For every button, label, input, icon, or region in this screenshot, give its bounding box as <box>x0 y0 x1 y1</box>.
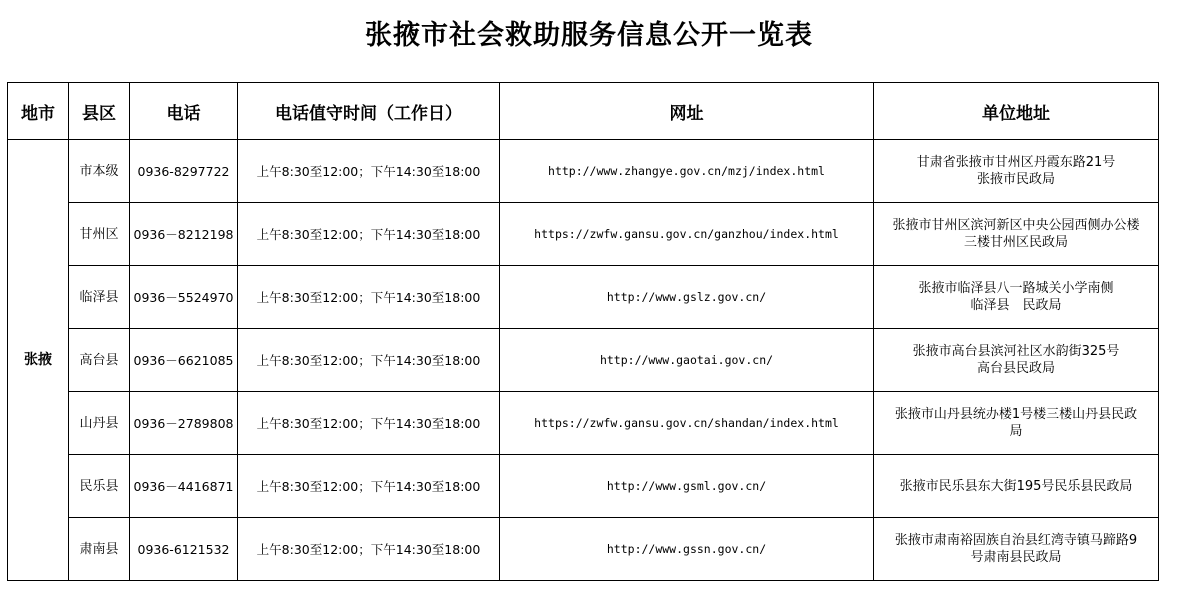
address-line: 张掖市民乐县东大街195号民乐县民政局 <box>899 478 1133 494</box>
hours-cell: 上午8:30至12:00；下午14:30至18:00 <box>238 392 500 455</box>
address-cell <box>874 266 1159 329</box>
page-title: 张掖市社会救助服务信息公开一览表 <box>365 20 813 51</box>
county-cell: 民乐县 <box>69 455 130 518</box>
phone-cell: 0936－4416871 <box>130 455 238 518</box>
county-cell: 肃南县 <box>69 518 130 581</box>
address-line: 张掖市甘州区滨河新区中央公园西侧办公楼 <box>892 218 1140 233</box>
hours-cell: 上午8:30至12:00；下午14:30至18:00 <box>238 203 500 266</box>
header-hours: 电话值守时间（工作日） <box>238 83 500 140</box>
hours-cell: 上午8:30至12:00；下午14:30至18:00 <box>238 266 500 329</box>
header-url: 网址 <box>500 83 874 140</box>
address-line: 局 <box>1009 424 1023 439</box>
table-row <box>8 455 1159 518</box>
table-row <box>8 329 1159 392</box>
url-link[interactable]: http://www.gslz.gov.cn/ <box>500 266 874 329</box>
address-line: 张掖市肃南裕固族自治县红湾寺镇马蹄路9 <box>894 533 1138 548</box>
address-line: 临泽县 民政局 <box>970 298 1062 313</box>
header-address: 单位地址 <box>874 83 1159 140</box>
table-row <box>8 203 1159 266</box>
address-line: 高台县民政局 <box>976 361 1055 376</box>
county-cell: 市本级 <box>69 140 130 203</box>
address-line: 甘肃省张掖市甘州区丹霞东路21号 <box>916 155 1116 170</box>
address-cell <box>874 392 1159 455</box>
county-cell: 临泽县 <box>69 266 130 329</box>
address-line: 号肃南县民政局 <box>970 550 1062 565</box>
url-link[interactable]: https://zwfw.gansu.gov.cn/ganzhou/index.html <box>500 203 874 266</box>
address-line: 张掖市民政局 <box>976 172 1055 187</box>
address-cell <box>874 203 1159 266</box>
hours-cell: 上午8:30至12:00；下午14:30至18:00 <box>238 455 500 518</box>
header-phone: 电话 <box>130 83 238 140</box>
table-row <box>8 140 1159 203</box>
address-cell <box>874 455 1159 518</box>
phone-cell: 0936－2789808 <box>130 392 238 455</box>
header-row <box>8 83 1159 140</box>
phone-cell: 0936-8297722 <box>130 140 238 203</box>
address-line: 张掖市高台县滨河社区水韵街325号 <box>912 344 1120 359</box>
url-link[interactable]: http://www.gssn.gov.cn/ <box>500 518 874 581</box>
table-row <box>8 392 1159 455</box>
url-link[interactable]: http://www.gsml.gov.cn/ <box>500 455 874 518</box>
url-link[interactable]: http://www.gaotai.gov.cn/ <box>500 329 874 392</box>
address-line: 三楼甘州区民政局 <box>963 235 1068 250</box>
address-line: 张掖市山丹县统办楼1号楼三楼山丹县民政 <box>894 407 1138 422</box>
url-link[interactable]: https://zwfw.gansu.gov.cn/shandan/index.html <box>500 392 874 455</box>
header-city: 地市 <box>8 83 69 140</box>
city-cell: 张掖 <box>8 140 69 581</box>
phone-cell: 0936-6121532 <box>130 518 238 581</box>
header-county: 县区 <box>69 83 130 140</box>
table-row <box>8 518 1159 581</box>
county-cell: 高台县 <box>69 329 130 392</box>
address-line: 张掖市临泽县八一路城关小学南侧 <box>918 281 1114 296</box>
phone-cell: 0936－8212198 <box>130 203 238 266</box>
hours-cell: 上午8:30至12:00；下午14:30至18:00 <box>238 518 500 581</box>
address-cell <box>874 140 1159 203</box>
info-table <box>7 82 1159 581</box>
url-link[interactable]: http://www.zhangye.gov.cn/mzj/index.html <box>500 140 874 203</box>
table-row <box>8 266 1159 329</box>
hours-cell: 上午8:30至12:00；下午14:30至18:00 <box>238 140 500 203</box>
phone-cell: 0936－5524970 <box>130 266 238 329</box>
address-cell <box>874 329 1159 392</box>
county-cell: 甘州区 <box>69 203 130 266</box>
address-cell <box>874 518 1159 581</box>
phone-cell: 0936－6621085 <box>130 329 238 392</box>
hours-cell: 上午8:30至12:00；下午14:30至18:00 <box>238 329 500 392</box>
county-cell: 山丹县 <box>69 392 130 455</box>
